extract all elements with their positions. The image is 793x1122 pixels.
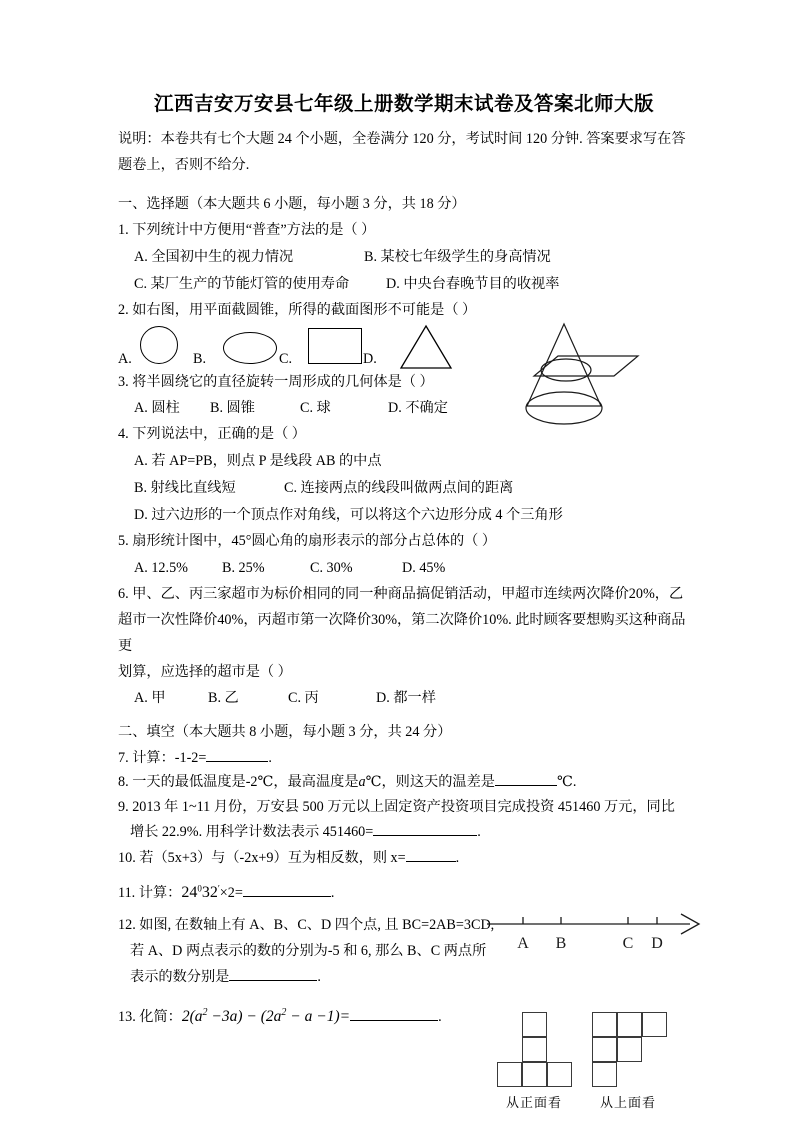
question-13-expression (182, 1008, 350, 1025)
page-title: 江西吉安万安县七年级上册数学期末试卷及答案北师大版 (153, 94, 654, 115)
question-11-minutes: 32 (201, 884, 218, 902)
rectangle-shape-icon (308, 328, 362, 364)
question-12-answer-blank[interactable] (229, 980, 317, 981)
question-11-degrees: 24 (181, 884, 198, 902)
expr-part-2: −3 (207, 1007, 230, 1025)
question-1-stem: 1. 下列统计中方便用“普查”方法的是（ ） (118, 221, 376, 238)
document-content (118, 92, 690, 1031)
question-8-suffix: ℃. (556, 774, 577, 791)
question-6-option-d: D. 都一样 (376, 690, 436, 707)
question-10-answer-blank[interactable] (406, 861, 456, 862)
question-4-option-c: C. 连接两点的线段叫做两点间的距离 (284, 480, 514, 497)
question-10-suffix: . (455, 850, 460, 867)
question-11-prefix: 11. 计算： (118, 885, 182, 902)
instructions-line-1: 说明：本卷共有七个大题 24 个小题，全卷满分 120 分，考试时间 120 分钟. 答案要求写在答 (118, 131, 686, 148)
section-1-heading: 一、选择题（本大题共 6 小题，每小题 3 分，共 18 分） (118, 195, 466, 212)
ellipse-shape-icon (223, 332, 277, 364)
question-12-line-1: 12. 如图, 在数轴上有 A、B、C、D 四个点, 且 BC=2AB=3CD, (118, 917, 495, 934)
question-9-line-2 (118, 820, 690, 846)
question-6-options (118, 685, 690, 712)
question-8-answer-blank[interactable] (495, 785, 557, 786)
question-12-line-3 (118, 965, 690, 991)
question-1-option-a: A. 全国初中生的视力情况 (134, 248, 294, 265)
expr-exponent-1: 2 (202, 1006, 208, 1018)
cone-cross-section-figure (496, 318, 676, 448)
question-5-options (118, 555, 690, 582)
front-view-label: 从正面看 (506, 1095, 563, 1110)
number-line-point-c: C (622, 935, 634, 952)
question-7-prefix: 7. 计算：-1-2= (118, 750, 207, 767)
expr-var-a2: a (229, 1007, 238, 1025)
question-2-label-a: A. (118, 350, 132, 367)
question-2-stem: 2. 如右图，用平面截圆锥，所得的截面图形不可能是（ ） (118, 301, 477, 318)
question-9-line-1: 9. 2013 年 1~11 月份，万安县 500 万元以上固定资产投资项目完成投资 451460 万元，同比 (118, 798, 675, 815)
expr-part-1: 2( (181, 1007, 195, 1025)
question-2-label-b: B. (193, 350, 207, 367)
question-8-prefix: 8. 一天的最低温度是-2℃，最高温度是 (118, 774, 359, 791)
question-1-options-row-2 (118, 271, 690, 298)
question-13-answer-blank[interactable] (350, 1020, 438, 1021)
question-1-option-d: D. 中央台春晚节目的收视率 (386, 275, 560, 292)
question-9-prefix: 增长 22.9%. 用科学计数法表示 451460= (130, 824, 374, 841)
question-13-prefix: 13. 化简： (118, 1008, 182, 1025)
expr-var-a1: a (194, 1007, 203, 1025)
question-11-answer-blank[interactable] (243, 896, 331, 897)
question-6-option-c: C. 丙 (288, 690, 319, 707)
question-3-option-a: A. 圆柱 (134, 400, 180, 417)
question-12-prefix: 表示的数分别是 (130, 968, 230, 985)
question-6-option-b: B. 乙 (208, 690, 239, 707)
question-11-suffix: . (330, 885, 335, 902)
question-4-option-d: D. 过六边形的一个顶点作对角线，可以将这个六边形分成 4 个三角形 (134, 507, 563, 524)
question-5-stem: 5. 扇形统计图中，45°圆心角的扇形表示的部分占总体的（ ） (118, 533, 497, 550)
expr-var-a3: a (273, 1007, 282, 1025)
question-1-option-b: B. 某校七年级学生的身高情况 (364, 248, 551, 265)
number-line-figure (485, 906, 710, 963)
question-11 (118, 878, 690, 907)
prime-symbol-icon: ′ (217, 883, 220, 894)
question-5-option-a: A. 12.5% (134, 559, 188, 576)
triangle-shape-icon (398, 324, 454, 375)
question-5-option-b: B. 25% (222, 559, 265, 576)
question-10 (118, 846, 690, 872)
degree-symbol-icon: 0 (197, 883, 202, 894)
question-2-label-c: C. (279, 350, 293, 367)
question-9-suffix: . (477, 824, 481, 841)
expr-var-a4: a (304, 1007, 313, 1025)
number-line-point-d: D (651, 935, 663, 952)
question-1-option-c: C. 某厂生产的节能灯管的使用寿命 (134, 275, 350, 292)
question-4-option-b: B. 射线比直线短 (134, 480, 236, 497)
question-3-stem: 3. 将半圆绕它的直径旋转一周形成的几何体是（ ） (118, 373, 434, 390)
question-12-line-2: 若 A、D 两点表示的数的分别为-5 和 6, 那么 B、C 两点所 (130, 943, 487, 960)
question-13-suffix: . (438, 1008, 442, 1025)
question-8-middle: ℃，则这天的温差是 (365, 774, 495, 791)
expr-exponent-2: 2 (281, 1006, 287, 1018)
expr-part-5: −1)= (312, 1007, 351, 1025)
question-6-stem-line-3: 划算，应选择的超市是（ ） (118, 663, 292, 680)
question-4-stem: 4. 下列说法中，正确的是（ ） (118, 426, 306, 443)
question-11-times: ×2= (219, 885, 243, 902)
question-10-prefix: 10. 若（5x+3）与（-2x+9）互为相反数，则 x= (118, 850, 406, 867)
question-4-option-a-row (118, 448, 690, 475)
question-2-label-d: D. (363, 350, 377, 367)
question-12-suffix: . (317, 968, 321, 985)
question-6-option-a: A. 甲 (134, 690, 166, 707)
question-5-option-d: D. 45% (402, 559, 446, 576)
question-8 (118, 770, 690, 794)
top-view-label: 从上面看 (600, 1095, 657, 1110)
question-3-option-c: C. 球 (300, 400, 331, 417)
question-4-option-bc-row (118, 475, 690, 502)
number-line-point-b: B (555, 935, 567, 952)
question-4-option-a: A. 若 AP=PB，则点 P 是线段 AB 的中点 (134, 453, 382, 470)
expr-part-3: ) − (2 (237, 1007, 274, 1025)
question-3-option-d: D. 不确定 (388, 400, 448, 417)
question-8-variable: a (358, 774, 366, 791)
section-2-heading: 二、填空（本大题共 8 小题，每小题 3 分，共 24 分） (118, 724, 452, 741)
question-7-answer-blank[interactable] (206, 761, 268, 762)
question-6-stem-line-1: 6. 甲、乙、丙三家超市为标价相同的同一种商品搞促销活动，甲超市连续两次降价20%，乙 (118, 585, 684, 602)
question-5-option-c: C. 30% (310, 559, 353, 576)
question-1-options-row-1 (118, 244, 690, 271)
expr-part-4: − (286, 1007, 305, 1025)
question-9-answer-blank[interactable] (373, 835, 477, 836)
question-4-option-d-row (118, 502, 690, 529)
question-7 (118, 746, 690, 770)
question-3-option-b: B. 圆锥 (210, 400, 255, 417)
question-6-stem-line-2: 超市一次性降价40%，丙超市第一次降价30%，第二次降价10%. 此时顾客要想购买这种商品更 (118, 611, 686, 654)
instructions-line-2: 题卷上，否则不给分. (118, 156, 250, 173)
circle-shape-icon (140, 326, 178, 364)
question-7-suffix: . (268, 750, 272, 767)
number-line-point-a: A (517, 935, 529, 952)
